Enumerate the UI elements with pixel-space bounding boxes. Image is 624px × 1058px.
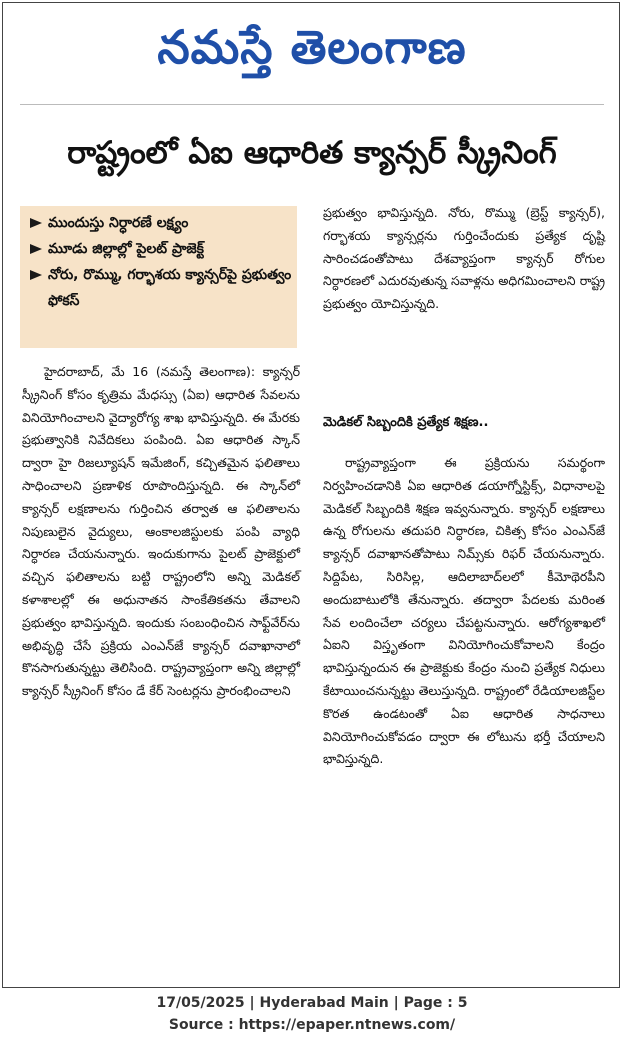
article-headline: రాష్ట్రంలో ఏఐ ఆధారిత క్యాన్సర్ స్క్రీనింగ్: [67, 135, 557, 171]
highlight-text: ముందుస్తు నిర్ధారణే లక్ష్యం: [48, 215, 189, 231]
article-right-column-top: [323, 202, 605, 316]
highlight-text: నోరు, రొమ్ము, గర్భాశయ క్యాన్సర్‌పై ప్రభుత్వం ఫోకస్: [48, 267, 292, 309]
article-body-text: హైదరాబాద్, మే 16 (నమస్తే తెలంగాణ): క్యాన్సర్ స్క్రీనింగ్ కోసం కృత్రిమ మేధస్సు (ఏఐ) ఆధారిత సేవలను వినియోగించాలని వైద్యారోగ్య శాఖ భావిస్తున్నది. ఈ మేరకు ప్రభుత్వానికి నివేదికలు పంపింది. ఏఐ ఆధారిత స్కాన్ ద్వారా హై రిజల్యూషన్ ఇమేజింగ్, కచ్చితమైన ఫలితాలు సాధించాలని ప్రణాళిక రూపొందిస్తున్నది. ఈ స్కాన్‌లో క్యాన్సర్ లక్షణాలను గుర్తించిన తర్వాత ఆ ఫలితాలను నిపుణులైన వైద్యులు, ఆంకాలజిస్టులకు పంపి వ్యాధి నిర్ధారణ చేయనున్నారు. ఇందుకుగాను పైలట్ ప్రాజెక్టులో వచ్చిన ఫలితాలను బట్టి రాష్ట్రంలోని అన్ని మెడికల్ కళాశాలల్లో ఈ అధునాతన సాంకేతికతను తేవాలని ప్రభుత్వం భావిస్తున్నది. ఇందుకు సంబంధించిన సాఫ్ట్‌వేర్‌ను అభివృద్ధి చేసే ప్రక్రియ ఎంఎన్‌జే క్యాన్సర్ దవాఖానాలో కొనసాగుతున్నట్టు తెలిసింది. రాష్ట్రవ్యాప్తంగా అన్ని జిల్లాల్లో క్యాన్సర్ స్క్రీనింగ్ కోసం డే కేర్ సెంటర్లను ప్రారంభించాలని: [22, 364, 300, 699]
article-right-column-bottom: [323, 452, 605, 771]
highlight-item: [26, 236, 293, 262]
newspaper-masthead: నమస్తే తెలంగాణ: [157, 20, 467, 74]
triangle-bullet-icon: [30, 270, 42, 280]
highlight-item: [26, 262, 293, 314]
article-body-text: రాష్ట్రవ్యాప్తంగా ఈ ప్రక్రియను సమర్థంగా నిర్వహించడానికి ఏఐ ఆధారిత డయాగ్నోస్టిక్స్, విధానాలపై మెడికల్ సిబ్బందికి శిక్షణ ఇవ్వనున్నారు. క్యాన్సర్ లక్షణాలు ఉన్న రోగులను తదుపరి నిర్ధారణ, చికిత్స కోసం ఎంఎన్‌జే క్యాన్సర్ దవాఖానతోపాటు నిమ్స్‌కు రిఫర్ చేయనున్నారు. సిద్దిపేట, సిరిసిల్ల, ఆదిలాబాద్‌లలో కీమోథెరపీని అందుబాటులోకి తేనున్నారు. తద్వారా పేదలకు మరింత సేవ లందించేలా చర్యలు చేపట్టనున్నారు. ఆరోగ్యశాఖలో ఏఐని విస్తృతంగా వినియోగించుకోవాలని కేంద్రం భావిస్తున్నందున ఈ ప్రాజెక్టుకు కేంద్రం నుంచి ప్రత్యేక నిధులు కేటాయించనున్నట్టు తెలుస్తున్నది. రాష్ట్రంలో రేడియాలజిస్ట్‌ల కొరత ఉండటంతో ఏఐ ఆధారిత సాధనాలు వినియోగించుకోవడం ద్వారా ఈ లోటును భర్తీ చేయాలని భావిస్తున్నది.: [323, 455, 605, 767]
source-link[interactable]: Source : https://epaper.ntnews.com/: [168, 1017, 456, 1033]
triangle-bullet-icon: [30, 218, 42, 228]
highlight-item: [26, 210, 293, 236]
article-subheading: మెడికల్ సిబ్బందికి ప్రత్యేక శిక్షణ..: [323, 415, 489, 430]
article-body-text: ప్రభుత్వం భావిస్తున్నది. నోరు, రొమ్ము (బ్రెస్ట్ క్యాన్సర్), గర్భాశయ క్యాన్సర్లను గుర్తించేందుకు ప్రత్యేక దృష్టి సారించడంతోపాటు దేశవ్యాప్తంగా క్యాన్సర్ రోగుల నిర్ధారణలో ఎదురవుతున్న సవాళ్లను అధిగమించాలని రాష్ట్ర ప్రభుత్వం యోచిస్తున్నది.: [323, 205, 605, 312]
highlights-box: [20, 206, 297, 348]
highlight-text: మూడు జిల్లాల్లో పైలట్ ప్రాజెక్ట్: [48, 241, 204, 257]
masthead-divider: [20, 104, 604, 105]
edition-info: 17/05/2025 | Hyderabad Main | Page : 5: [156, 995, 468, 1011]
triangle-bullet-icon: [30, 244, 42, 254]
article-left-column: [22, 361, 300, 703]
clipping-footer: [0, 992, 624, 1036]
